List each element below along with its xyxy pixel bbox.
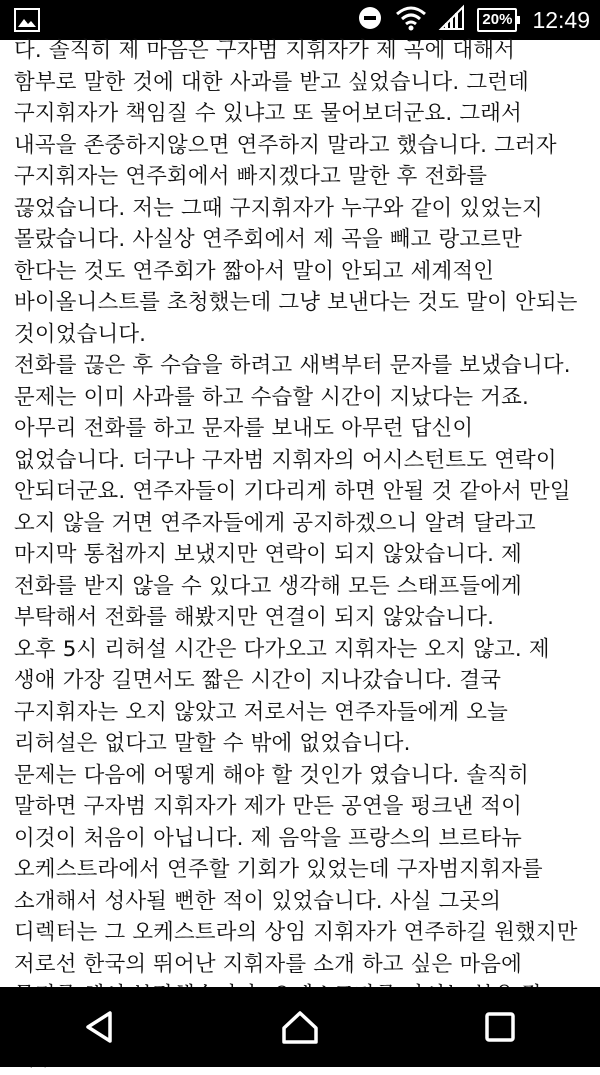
wifi-icon — [395, 5, 427, 35]
recents-button[interactable] — [460, 987, 540, 1067]
navigation-bar — [0, 987, 600, 1067]
home-icon — [280, 1009, 320, 1045]
back-button[interactable] — [60, 987, 140, 1067]
do-not-disturb-icon — [357, 5, 383, 35]
home-button[interactable] — [260, 987, 340, 1067]
status-bar — [0, 0, 600, 40]
message-content[interactable] — [0, 40, 600, 987]
signal-icon — [439, 5, 465, 35]
paragraph: 전화를 끊은 후 수습을 하려고 새벽부터 문자를 보냈습니다. 문제는 이미 사과를 하고 수습할 시간이 지났다는 거죠. 아무리 전화를 하고 문자를 보내도 아무런 답신이 없었습니다. 더구나 구자범 지휘자의 어시스턴트도 연락이 안되더군요. 연주자들이 기다리게 하면 안될 것 같아서 만일 오지 않을 거면 연주자들에게 공지하겠으니 알려 달라고 마지막 통첩까지 보냈지만 연락이 되지 않았습니다. 제 전화를 받지 않을 수 있다고 생각해 모든 스태프들에게 부탁해서 전화를 해봤지만 연결이 되지 않았습니다. — [14, 353, 571, 630]
paragraph: 다. 솔직히 제 마음은 구자범 지휘자가 제 곡에 대해서 함부로 말한 것에 대한 사과를 받고 싶었습니다. 그런데 구지휘자가 책임질 수 있냐고 또 물어보더군요. 그래서 내곡을 존중하지않으면 연주하지 말라고 했습니다. 그러자 구지휘자는 연주회에서 빠지겠다고 말한 후 전화를 끊었습니다. 저는 그때 구지휘자가 누구와 같이 있었는지 몰랐습니다. 사실상 연주회에서 제 곡을 빼고 랑고르만 한다는 것도 연주회가 짧아서 말이 안되고 세계적인 바이올니스트를 초청했는데 그냥 보낸다는 것도 말이 안되는 것이었습니다. — [14, 38, 578, 347]
paragraph: 문제는 다음에 어떻게 해야 할 것인가 였습니다. 솔직히 말하면 구자범 지휘자가 제가 만든 공연을 펑크낸 적이 이것이 처음이 아닙니다. 제 음악을 프랑스의 브르타뉴 오케스트라에서 연주할 기회가 있었는데 구자범지휘자를 소개해서 성사될 뻔한 적이 있었습니다. 사실 그곳의 디렉터는 그 오케스트라의 상임 지휘자가 연주하길 원했지만 저로선 한국의 뛰어난 지휘자를 소개 하고 싶은 마음에 — [14, 762, 578, 977]
image-notification-icon — [14, 8, 40, 36]
battery-percent: 20% — [477, 8, 517, 32]
battery-icon — [477, 8, 520, 32]
article-text — [0, 35, 600, 1075]
paragraph: 오후 5시 리허설 시간은 다가오고 지휘자는 오지 않고. 제 생애 가장 길면서도 짧은 시간이 지나갔습니다. 결국 구지휘자는 오지 않았고 저로서는 연주자들에게 오늘 리허설은 없다고 말할 수 밖에 없었습니다. — [14, 636, 550, 756]
back-icon — [82, 1009, 118, 1045]
recents-icon — [484, 1011, 516, 1043]
clock: 12:49 — [532, 6, 590, 33]
